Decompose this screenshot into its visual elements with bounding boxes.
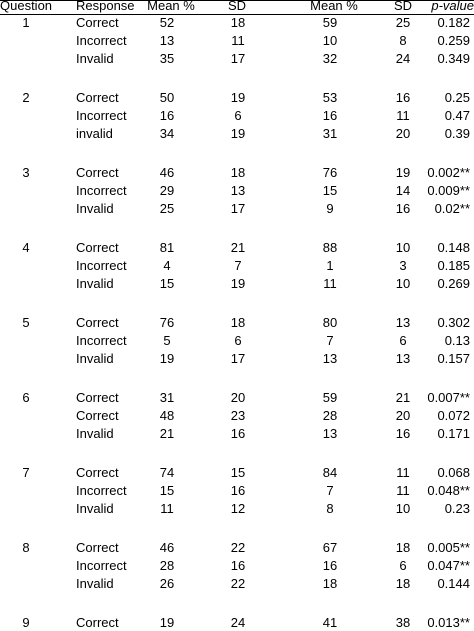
cell-mean-1: 13: [159, 33, 175, 48]
cell-response: Correct: [76, 465, 119, 480]
cell-mean-2: 7: [326, 333, 334, 348]
cell-p-value: 0.13: [444, 333, 470, 348]
cell-response: Incorrect: [76, 558, 127, 573]
cell-response: Correct: [76, 90, 119, 105]
header-sd-2: SD: [393, 0, 413, 13]
cell-sd-1: 21: [230, 240, 246, 255]
cell-mean-1: 25: [159, 201, 175, 216]
cell-p-value: 0.349: [437, 51, 470, 66]
cell-question: 2: [22, 90, 30, 105]
cell-mean-2: 10: [322, 33, 338, 48]
cell-p-value: 0.23: [444, 501, 470, 516]
cell-p-value: 0.157: [437, 351, 470, 366]
cell-response: Correct: [76, 408, 119, 423]
cell-sd-2: 19: [395, 165, 411, 180]
cell-p-value: 0.009**: [427, 183, 470, 198]
cell-sd-1: 16: [230, 483, 246, 498]
cell-mean-1: 15: [159, 276, 175, 291]
cell-response: invalid: [76, 126, 113, 141]
cell-p-value: 0.185: [437, 258, 470, 273]
cell-sd-2: 10: [395, 240, 411, 255]
header-mean-2: Mean %: [310, 0, 358, 13]
cell-response: Incorrect: [76, 33, 127, 48]
cell-mean-1: 31: [159, 390, 175, 405]
cell-mean-2: 59: [322, 15, 338, 30]
cell-sd-2: 38: [395, 615, 411, 630]
cell-mean-1: 48: [159, 408, 175, 423]
cell-mean-2: 18: [322, 576, 338, 591]
cell-sd-1: 18: [230, 315, 246, 330]
cell-response: Invalid: [76, 576, 114, 591]
cell-sd-1: 18: [230, 165, 246, 180]
cell-sd-1: 19: [230, 126, 246, 141]
cell-sd-2: 16: [395, 201, 411, 216]
cell-question: 4: [22, 240, 30, 255]
cell-question: 1: [22, 15, 30, 30]
cell-mean-1: 26: [159, 576, 175, 591]
cell-mean-1: 50: [159, 90, 175, 105]
cell-mean-2: 28: [322, 408, 338, 423]
cell-sd-2: 6: [399, 333, 407, 348]
cell-response: Correct: [76, 540, 119, 555]
cell-mean-1: 4: [163, 258, 171, 273]
cell-mean-2: 53: [322, 90, 338, 105]
cell-response: Incorrect: [76, 183, 127, 198]
cell-p-value: 0.39: [444, 126, 470, 141]
cell-sd-1: 17: [230, 51, 246, 66]
cell-sd-2: 16: [395, 90, 411, 105]
cell-sd-2: 6: [399, 558, 407, 573]
cell-mean-2: 84: [322, 465, 338, 480]
cell-sd-2: 16: [395, 426, 411, 441]
cell-question: 5: [22, 315, 30, 330]
cell-sd-1: 19: [230, 90, 246, 105]
cell-p-value: 0.259: [437, 33, 470, 48]
cell-p-value: 0.048**: [427, 483, 470, 498]
cell-mean-2: 31: [322, 126, 338, 141]
cell-sd-1: 20: [230, 390, 246, 405]
cell-mean-2: 88: [322, 240, 338, 255]
cell-response: Incorrect: [76, 258, 127, 273]
cell-response: Invalid: [76, 276, 114, 291]
cell-mean-1: 81: [159, 240, 175, 255]
cell-p-value: 0.013**: [427, 615, 470, 630]
cell-p-value: 0.005**: [427, 540, 470, 555]
cell-mean-2: 11: [323, 276, 337, 291]
cell-question: 6: [22, 390, 30, 405]
cell-mean-1: 5: [163, 333, 171, 348]
cell-sd-1: 12: [230, 501, 246, 516]
cell-sd-1: 6: [234, 108, 242, 123]
cell-question: 9: [22, 615, 30, 630]
cell-p-value: 0.002**: [427, 165, 470, 180]
cell-mean-1: 28: [159, 558, 175, 573]
cell-sd-2: 18: [395, 540, 411, 555]
cell-p-value: 0.072: [437, 408, 470, 423]
cell-response: Correct: [76, 165, 119, 180]
cell-p-value: 0.148: [437, 240, 470, 255]
cell-mean-1: 11: [160, 501, 174, 516]
cell-p-value: 0.171: [437, 426, 470, 441]
cell-sd-2: 20: [395, 408, 411, 423]
cell-mean-2: 59: [322, 390, 338, 405]
cell-response: Invalid: [76, 426, 114, 441]
cell-sd-1: 6: [234, 333, 242, 348]
cell-response: Invalid: [76, 51, 114, 66]
header-response: Response: [76, 0, 135, 13]
cell-sd-1: 24: [230, 615, 246, 630]
cell-mean-2: 32: [322, 51, 338, 66]
cell-sd-1: 22: [230, 540, 246, 555]
cell-sd-1: 13: [230, 183, 246, 198]
cell-sd-1: 17: [230, 351, 246, 366]
cell-sd-2: 21: [395, 390, 411, 405]
cell-mean-2: 1: [326, 258, 334, 273]
cell-response: Invalid: [76, 351, 114, 366]
cell-mean-1: 52: [159, 15, 175, 30]
cell-question: 3: [22, 165, 30, 180]
cell-p-value: 0.068: [437, 465, 470, 480]
cell-response: Correct: [76, 390, 119, 405]
cell-mean-2: 67: [322, 540, 338, 555]
cell-sd-2: 18: [395, 576, 411, 591]
cell-response: Incorrect: [76, 333, 127, 348]
cell-p-value: 0.144: [437, 576, 470, 591]
cell-p-value: 0.047**: [427, 558, 470, 573]
header-sd-1: SD: [227, 0, 247, 13]
cell-p-value: 0.02**: [434, 201, 470, 216]
cell-p-value: 0.25: [444, 90, 470, 105]
cell-sd-1: 19: [230, 276, 246, 291]
cell-sd-1: 17: [230, 201, 246, 216]
cell-sd-1: 16: [230, 426, 246, 441]
cell-mean-1: 46: [159, 165, 175, 180]
cell-sd-2: 10: [395, 501, 411, 516]
cell-response: Correct: [76, 615, 119, 630]
cell-p-value: 0.182: [437, 15, 470, 30]
cell-mean-2: 16: [322, 108, 338, 123]
cell-mean-2: 41: [322, 615, 338, 630]
cell-mean-2: 13: [322, 426, 338, 441]
cell-sd-2: 14: [395, 183, 411, 198]
header-p-value: p-value: [431, 0, 474, 13]
cell-p-value: 0.302: [437, 315, 470, 330]
cell-response: Correct: [76, 315, 119, 330]
cell-sd-2: 3: [399, 258, 407, 273]
cell-mean-2: 76: [322, 165, 338, 180]
cell-mean-2: 15: [322, 183, 338, 198]
cell-sd-2: 13: [395, 315, 411, 330]
cell-mean-1: 15: [159, 483, 175, 498]
cell-mean-1: 29: [159, 183, 175, 198]
cell-sd-1: 7: [234, 258, 242, 273]
header-mean-1: Mean %: [147, 0, 195, 13]
cell-sd-2: 11: [396, 483, 410, 498]
cell-sd-1: 23: [230, 408, 246, 423]
cell-mean-1: 19: [159, 351, 175, 366]
cell-mean-1: 35: [159, 51, 175, 66]
cell-mean-1: 19: [159, 615, 175, 630]
cell-sd-1: 22: [230, 576, 246, 591]
cell-mean-2: 7: [326, 483, 334, 498]
cell-mean-2: 8: [326, 501, 334, 516]
cell-response: Correct: [76, 15, 119, 30]
cell-p-value: 0.269: [437, 276, 470, 291]
cell-sd-2: 11: [396, 108, 410, 123]
cell-sd-2: 20: [395, 126, 411, 141]
cell-response: Incorrect: [76, 108, 127, 123]
cell-sd-2: 10: [395, 276, 411, 291]
cell-p-value: 0.007**: [427, 390, 470, 405]
cell-mean-1: 76: [159, 315, 175, 330]
cell-question: 8: [22, 540, 30, 555]
cell-p-value: 0.47: [444, 108, 470, 123]
cell-response: Incorrect: [76, 483, 127, 498]
cell-mean-2: 13: [322, 351, 338, 366]
cell-sd-1: 18: [230, 15, 246, 30]
cell-mean-1: 46: [159, 540, 175, 555]
cell-mean-2: 80: [322, 315, 338, 330]
cell-question: 7: [22, 465, 30, 480]
cell-sd-2: 11: [396, 465, 410, 480]
cell-sd-2: 13: [395, 351, 411, 366]
cell-sd-2: 24: [395, 51, 411, 66]
cell-mean-1: 21: [159, 426, 175, 441]
cell-response: Correct: [76, 240, 119, 255]
cell-sd-1: 11: [231, 33, 245, 48]
cell-sd-1: 16: [230, 558, 246, 573]
cell-mean-1: 34: [159, 126, 175, 141]
cell-sd-2: 8: [399, 33, 407, 48]
cell-sd-1: 15: [230, 465, 246, 480]
cell-response: Invalid: [76, 201, 114, 216]
header-question: Question: [0, 0, 53, 13]
cell-sd-2: 25: [395, 15, 411, 30]
cell-response: Invalid: [76, 501, 114, 516]
cell-mean-1: 74: [159, 465, 175, 480]
cell-mean-2: 9: [326, 201, 334, 216]
cell-mean-1: 16: [159, 108, 175, 123]
cell-mean-2: 16: [322, 558, 338, 573]
